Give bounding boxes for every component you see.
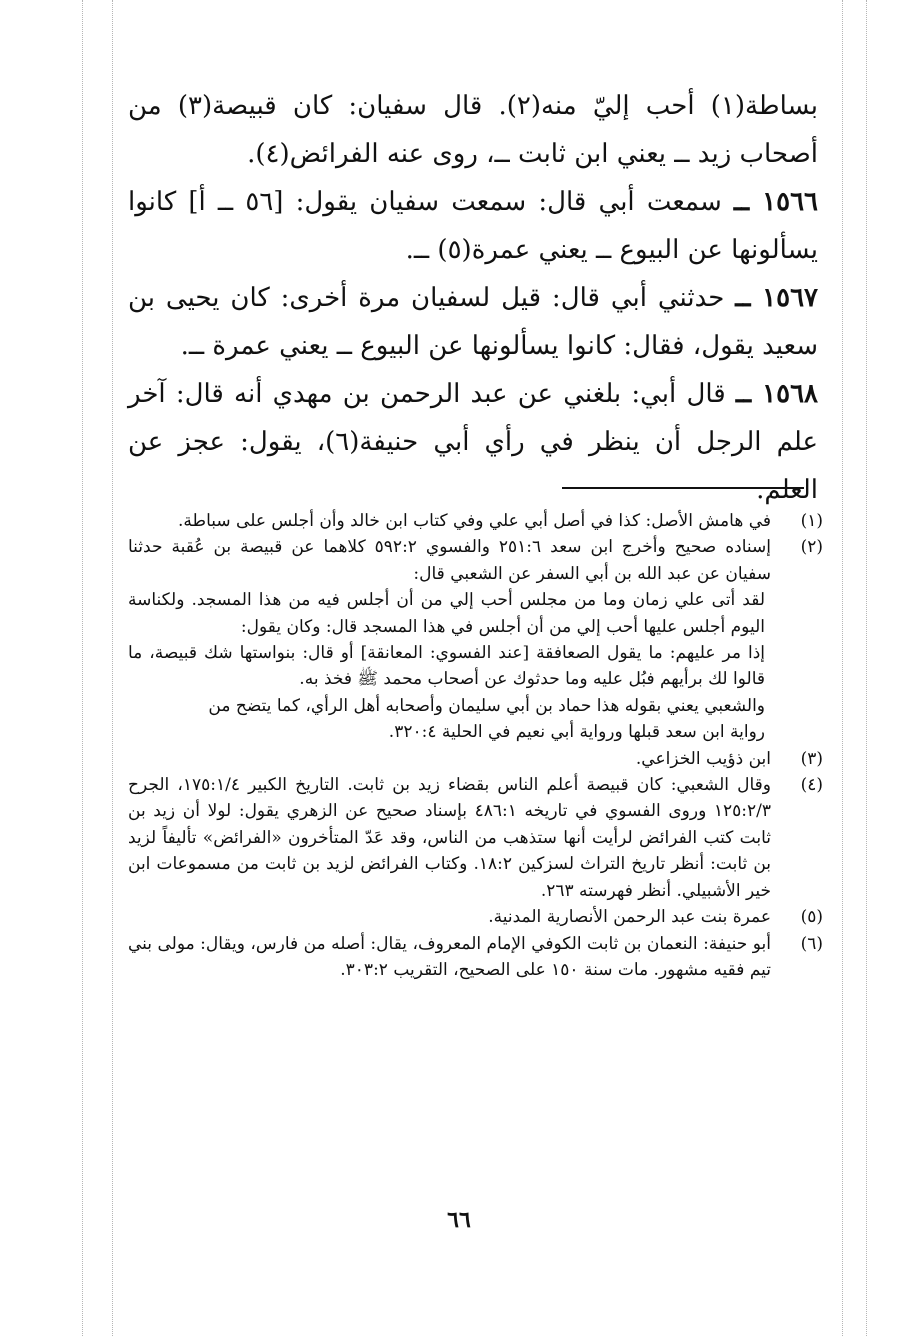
footnote-text: إسناده صحيح وأخرج ابن سعد ٢٥١:٦ والفسوي ٥٩٢:٢ كلاهما عن قبيصة بن عُقبة حدثنا سفيان عن عبد الله بن أبي السفر عن الشعبي قال: (128, 537, 771, 584)
footnote-marker: (٢) (800, 537, 823, 558)
scan-dotted-line (112, 0, 113, 1336)
footnote-text: وقال الشعبي: كان قبيصة أعلم الناس بقضاء زيد بن ثابت. التاريخ الكبير ١٧٥:١/٤، الجرح ١٢٥:٢/٣ وروى الفسوي في تاريخه ٤٨٦:١ بإسناد صحيح عن الزهري يقول: لولا أن زيد بن ثابت كتب الفرائض لرأيت أنها ستذهب من الناس، وقد عَدّ المتأخرون «الفرائض» تأليفاً لزيد بن ثابت: أنظر تاريخ التراث لسزكين ١٨:٢. وكتاب الفرائض لزيد بن ثابت من مسموعات ابن خير الأشبيلي. أنظر فهرسته ٢٦٣. (128, 775, 772, 901)
footnotes (128, 508, 823, 983)
footnote-quote: لقد أتى علي زمان وما من مجلس أحب إلي من أن أجلس فيه من هذا المسجد. ولكناسة اليوم أجلس عليها أحب إلي من أن أجلس في هذا المسجد قال: وكان يقول: (128, 590, 765, 637)
footnote-marker: (٤) (800, 775, 823, 796)
page-number: ٦٦ (447, 1207, 471, 1233)
footnote (128, 931, 823, 984)
footnote-marker: (٦) (800, 933, 823, 954)
footnote-quote: رواية ابن سعد قبلها ورواية أبي نعيم في الحلية ٣٢٠:٤. (388, 722, 765, 743)
narration-number: ١٥٦٧ ــ (735, 283, 819, 313)
footnote (128, 534, 823, 745)
footnote-text: ابن ذؤيب الخزاعي. (635, 748, 771, 769)
footnote-quote: والشعبي يعني بقوله هذا حماد بن أبي سليمان وأصحابه أهل الرأي، كما يتضح من (208, 695, 765, 716)
footnote (128, 746, 823, 772)
footnote (128, 508, 823, 534)
narration-text: قال أبي: بلغني عن عبد الرحمن بن مهدي أنه قال: آخر علم الرجل أن ينظر في رأي أبي حنيفة(٦)، يقول: عجز عن العلم. (128, 379, 819, 505)
narration-number: ١٥٦٦ ــ (733, 187, 818, 217)
footnote-marker: (٥) (800, 907, 823, 928)
scan-dotted-line (842, 0, 843, 1336)
paragraph (128, 82, 818, 178)
scan-dotted-line (82, 0, 83, 1336)
main-text (128, 82, 818, 514)
footnote-separator (562, 487, 804, 489)
paragraph (128, 274, 818, 370)
footnote-marker: (١) (800, 511, 823, 531)
narration-text: حدثني أبي قال: قيل لسفيان مرة أخرى: كان يحيى بن سعيد يقول، فقال: كانوا يسألونها عن البيوع ــ يعني عمرة ــ. (128, 283, 818, 361)
footnote-text: أبو حنيفة: النعمان بن ثابت الكوفي الإمام المعروف، يقال: أصله من فارس، ويقال: مولى بني تيم فقيه مشهور. مات سنة ١٥٠ على الصحيح، التقريب ٣٠٣:٢. (128, 933, 771, 980)
narration-text: سمعت أبي قال: سمعت سفيان يقول: [٥٦ ــ أ] كانوا يسألونها عن البيوع ــ يعني عمرة(٥) ــ. (128, 187, 818, 265)
scan-dotted-line (866, 0, 867, 1336)
paragraph-continuation: بساطة(١) أحب إليّ منه(٢). قال سفيان: كان قبيصة(٣) من أصحاب زيد ــ يعني ابن ثابت ــ، روى عنه الفرائض(٤). (128, 91, 818, 169)
footnote-quote: إذا مر عليهم: ما يقول الصعافقة [عند الفسوي: المعانقة] أو قال: بنواستها شك قبيصة، ما قالوا لك برأيهم فبُل عليه وما حدثوك عن أصحاب محمد ﷺ فخذ به. (128, 643, 765, 690)
footnote (128, 904, 823, 930)
footnote-text: في هامش الأصل: كذا في أصل أبي علي وفي كتاب ابن خالد وأن أجلس على سباطة. (178, 511, 771, 531)
paragraph (128, 178, 818, 274)
footnote-marker: (٣) (800, 748, 823, 769)
paragraph (128, 370, 818, 514)
narration-number: ١٥٦٨ ــ (735, 379, 818, 409)
footnote (128, 772, 823, 904)
footnote-text: عمرة بنت عبد الرحمن الأنصارية المدنية. (488, 907, 771, 928)
